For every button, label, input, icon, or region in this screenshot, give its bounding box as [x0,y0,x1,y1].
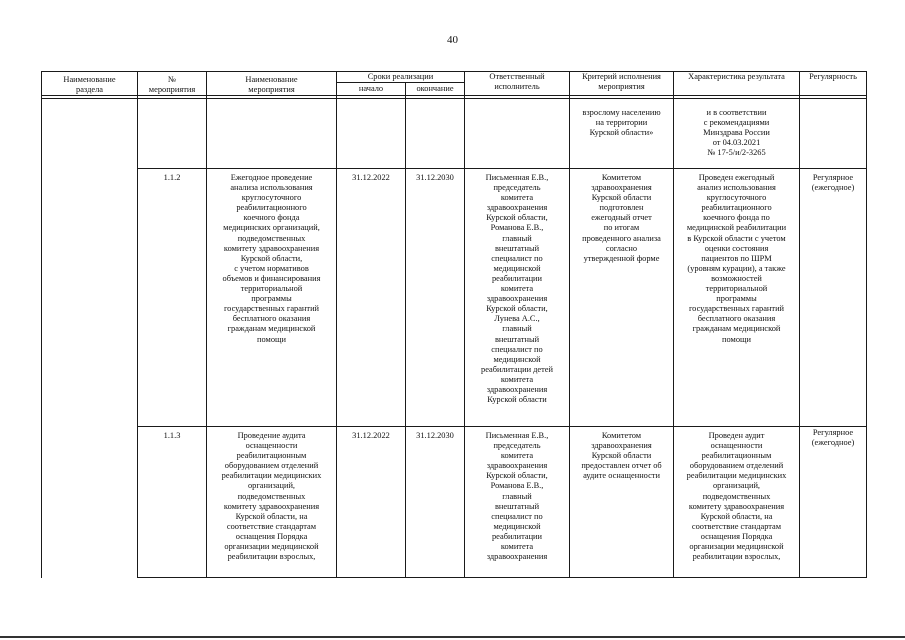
header-criterion: Критерий исполнения мероприятия [582,72,661,92]
header-number: № мероприятия [148,75,196,95]
rule-row-1 [137,168,867,169]
row-1-executor: Письменная Е.В., председатель комитета здравоохранения Курской области, Романова Е.В., главный внештатный специалист по медицинской реабилитации комитета здравоохранения Курской области, Лунева А.С., главный внештатный специалист по медицинской реабилитации детей комитета здравоохранения Курской области [481,173,553,405]
header-executor: Ответственный исполнитель [489,72,545,92]
row-1-start: 31.12.2022 [352,173,390,182]
header-end: окончание [416,84,454,93]
row-2-criterion: Комитетом здравоохранения Курской области предоставлен отчет об аудите оснащенности [581,431,662,481]
row-2-regularity: Регулярное (ежегодное) [811,428,855,448]
page-bottom-rule [0,636,905,638]
row-2-start: 31.12.2022 [352,431,390,440]
row-1-number: 1.1.2 [163,173,181,182]
rule-header-double [41,98,867,99]
row-1-end: 31.12.2030 [416,173,454,182]
row-1-name: Ежегодное проведение анализа использования круглосуточного реабилитационного коечного фонда медицинских организаций, подведомственных комитету здравоохранения Курской области, с учетом нормативов объемов и финансирования территориальной программы государственных гарантий бесплатного оказания гражданам медицинской помощи [222,173,321,344]
row-1-criterion: Комитетом здравоохранения Курской области подготовлен ежегодный отчет по итогам проведенного анализа согласно утвержденной форме [582,173,661,263]
continued-result: и в соответствии с рекомендациями Минздрава России от 04.03.2021 № 17-5/и/2-3265 [703,108,770,158]
header-result: Характеристика результата [688,72,785,81]
row-2-executor: Письменная Е.В., председатель комитета здравоохранения Курской области, Романова Е.В., главный внештатный специалист по медицинской реабилитации комитета здравоохранения [485,431,549,562]
header-terms: Сроки реализации [367,72,434,81]
header-start: начало [358,84,384,93]
header-section: Наименование раздела [63,75,116,95]
rule-terms [336,82,464,83]
header-regularity: Регулярность [809,72,857,81]
row-2-number: 1.1.3 [163,431,181,440]
row-2-result: Проведен аудит оснащенности реабилитационным оборудованием отделений реабилитации медицинских организаций, подведомственных комитету здравоохранения Курской области, на соответствие стандартам оснащения Порядка организации медицинской реабилитации взрослых, [686,431,787,562]
measures-table [41,71,867,579]
rule-bottom [137,577,867,578]
continued-criterion: взрослому населению на территории Курской области» [582,108,661,138]
col-line-0 [41,71,42,578]
header-name: Наименование мероприятия [245,75,298,95]
page-number: 40 [447,34,458,46]
col-line-8 [799,71,800,578]
row-1-result: Проведен ежегодный анализ использования круглосуточного реабилитационного коечного фонда по медицинской реабилитации в Курской области с учетом оценки состояния пациентов по ШРМ (уровням курации), а также возможностей территориальной программы государственных гарантий бесплатного оказания гражданам медицинской помощи [686,173,787,344]
col-line-1 [137,71,138,578]
row-2-name: Проведение аудита оснащенности реабилитационным оборудованием отделений реабилитации медицинских организаций, подведомственных комитету здравоохранения Курской области, на соответствие стандартам оснащения Порядка организации медицинской реабилитации взрослых, [221,431,322,562]
col-line-3 [336,71,337,578]
row-1-regularity: Регулярное (ежегодное) [811,173,855,193]
col-line-6 [569,71,570,578]
col-line-4 [405,82,406,578]
col-line-9 [866,71,867,578]
row-2-end: 31.12.2030 [416,431,454,440]
rule-row-2 [137,426,867,427]
